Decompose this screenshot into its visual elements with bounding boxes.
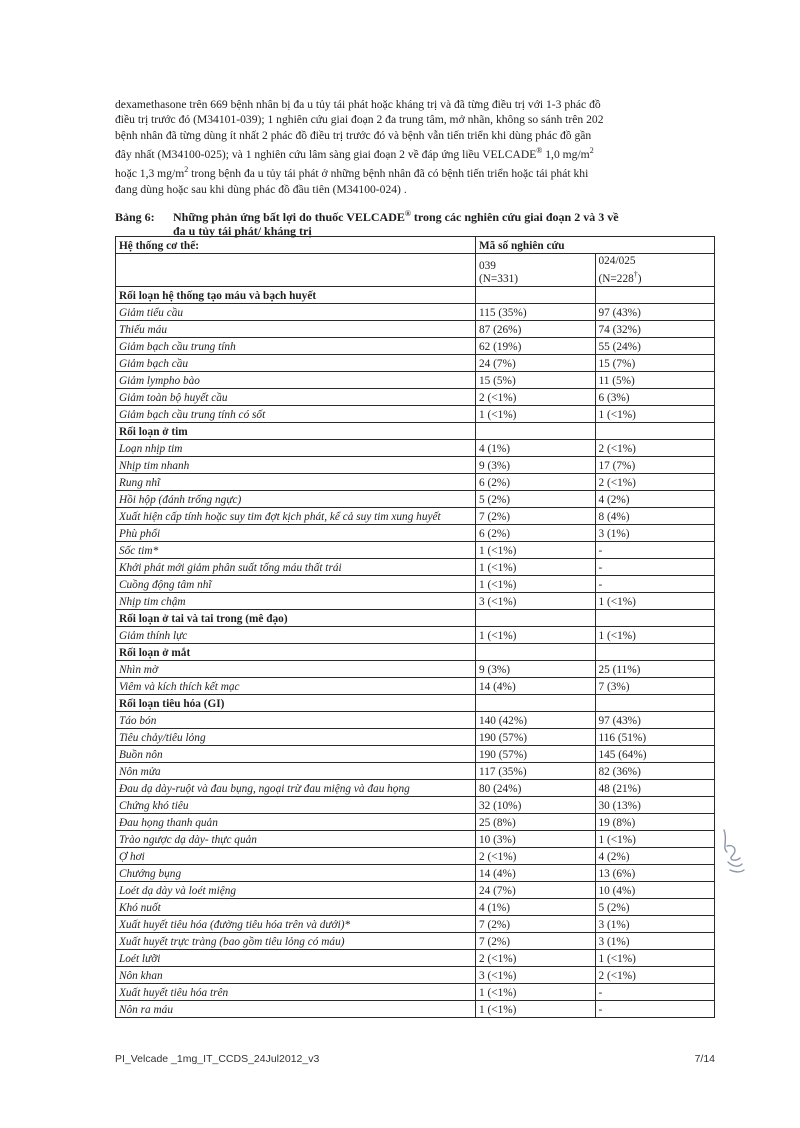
table-row <box>116 372 715 389</box>
study-039-value-cell: 2 (<1%) <box>476 389 596 406</box>
table-subheader-row <box>116 254 715 287</box>
study-024-025-value-cell: 97 (43%) <box>595 712 715 729</box>
study-024-025-value-cell: 8 (4%) <box>595 508 715 525</box>
reaction-name-cell: Ợ hơi <box>116 848 476 865</box>
table-row <box>116 780 715 797</box>
section-empty-cell <box>595 695 715 712</box>
study-024-025-value-cell: 74 (32%) <box>595 321 715 338</box>
study-039-value-cell: 1 (<1%) <box>476 627 596 644</box>
reaction-name-cell: Giảm tiểu cầu <box>116 304 476 321</box>
table-row <box>116 576 715 593</box>
study-039-value-cell: 24 (7%) <box>476 882 596 899</box>
study-039-value-cell: 140 (42%) <box>476 712 596 729</box>
table-row <box>116 678 715 695</box>
handwritten-initials <box>718 826 748 878</box>
table-row <box>116 525 715 542</box>
reaction-name-cell: Nôn ra máu <box>116 1001 476 1018</box>
study-024-025-value-cell: - <box>595 1001 715 1018</box>
study-024-025-value-cell: 30 (13%) <box>595 797 715 814</box>
study-024-025-value-cell: 7 (3%) <box>595 678 715 695</box>
subheader-study-024-025: 024/025 (N=228†) <box>595 254 715 287</box>
study-024-025-value-cell: 25 (11%) <box>595 661 715 678</box>
study-039-value-cell: 4 (1%) <box>476 899 596 916</box>
intro-line-2: điều trị trước đó (M34101-039); 1 nghiên cứu giai đoạn 2 đa trung tâm, mở nhãn, không so sánh trên 202 <box>115 113 604 127</box>
table-row <box>116 865 715 882</box>
reaction-name-cell: Giảm toàn bộ huyết cầu <box>116 389 476 406</box>
intro-line-6: đang dùng hoặc sau khi dùng phác đồ đầu tiên (M34100-024) . <box>115 182 407 196</box>
reaction-name-cell: Táo bón <box>116 712 476 729</box>
table-row <box>116 984 715 1001</box>
table-row <box>116 355 715 372</box>
table-row <box>116 474 715 491</box>
table-row <box>116 814 715 831</box>
subheader-study-039: 039 (N=331) <box>476 254 596 287</box>
study-024-025-value-cell: 4 (2%) <box>595 491 715 508</box>
reaction-name-cell: Tiêu chảy/tiêu lỏng <box>116 729 476 746</box>
table-row <box>116 389 715 406</box>
study-024-025-value-cell: 48 (21%) <box>595 780 715 797</box>
study-024-025-value-cell: 116 (51%) <box>595 729 715 746</box>
study-024-025-value-cell: 2 (<1%) <box>595 967 715 984</box>
page-footer <box>115 1053 715 1065</box>
table-row <box>116 542 715 559</box>
study-024-025-value-cell: 15 (7%) <box>595 355 715 372</box>
study-024-025-value-cell: 3 (1%) <box>595 525 715 542</box>
adverse-reactions-table <box>115 236 715 1018</box>
table-row <box>116 763 715 780</box>
table-row <box>116 593 715 610</box>
table-row <box>116 933 715 950</box>
section-title: Rối loạn ở mắt <box>116 644 476 661</box>
section-header-row <box>116 423 715 440</box>
study-024-025-value-cell: 13 (6%) <box>595 865 715 882</box>
study-039-value-cell: 1 (<1%) <box>476 542 596 559</box>
section-empty-cell <box>476 610 596 627</box>
study-024-025-value-cell: 97 (43%) <box>595 304 715 321</box>
study-024-025-value-cell: 55 (24%) <box>595 338 715 355</box>
reaction-name-cell: Đau họng thanh quản <box>116 814 476 831</box>
table-row <box>116 508 715 525</box>
table-row <box>116 457 715 474</box>
footer-doc-id: PI_Velcade _1mg_IT_CCDS_24Jul2012_v3 <box>115 1053 320 1065</box>
study-024-025-value-cell: - <box>595 984 715 1001</box>
study-039-value-cell: 62 (19%) <box>476 338 596 355</box>
study-024-025-value-cell: 3 (1%) <box>595 933 715 950</box>
reaction-name-cell: Xuất huyết tiêu hóa trên <box>116 984 476 1001</box>
reaction-name-cell: Giảm bạch cầu trung tính có sốt <box>116 406 476 423</box>
header-study-code: Mã số nghiên cứu <box>476 237 715 254</box>
reaction-name-cell: Trào ngược dạ dày- thực quản <box>116 831 476 848</box>
section-header-row <box>116 610 715 627</box>
section-empty-cell <box>595 610 715 627</box>
reaction-name-cell: Loạn nhịp tim <box>116 440 476 457</box>
reaction-name-cell: Xuất huyết tiêu hóa (đường tiêu hóa trên và dưới)* <box>116 916 476 933</box>
section-empty-cell <box>476 644 596 661</box>
study-039-value-cell: 1 (<1%) <box>476 406 596 423</box>
study-039-value-cell: 190 (57%) <box>476 729 596 746</box>
section-header-row <box>116 287 715 304</box>
caption-text: Những phản ứng bất lợi do thuốc VELCADE® trong các nghiên cứu giai đoạn 2 và 3 về <box>173 209 619 224</box>
study-039-value-cell: 7 (2%) <box>476 508 596 525</box>
table-row <box>116 950 715 967</box>
intro-line-4: đây nhất (M34100-025); và 1 nghiên cứu lâm sàng giai đoạn 2 về đáp ứng liều VELCADE® 1,0 $mg/m^2$ <box>115 146 594 162</box>
study-024-025-value-cell: - <box>595 559 715 576</box>
intro-line-1: dexamethasone trên 669 bệnh nhân bị đa u tủy tái phát hoặc kháng trị và đã từng điều trị với 1-3 phác đồ <box>115 98 601 111</box>
reaction-name-cell: Xuất huyết trực tràng (bao gồm tiêu lỏng có máu) <box>116 933 476 950</box>
table-header-row <box>116 237 715 254</box>
study-039-value-cell: 9 (3%) <box>476 661 596 678</box>
caption-line-2: đa u tủy tái phát/ kháng trị <box>173 224 312 238</box>
table-row <box>116 746 715 763</box>
section-title: Rối loạn tiêu hóa (GI) <box>116 695 476 712</box>
table-row <box>116 916 715 933</box>
table-row <box>116 661 715 678</box>
study-039-value-cell: 1 (<1%) <box>476 1001 596 1018</box>
reaction-name-cell: Nhìn mờ <box>116 661 476 678</box>
intro-paragraph <box>115 97 715 197</box>
study-024-025-value-cell: - <box>595 542 715 559</box>
study-039-value-cell: 10 (3%) <box>476 831 596 848</box>
study-039-value-cell: 6 (2%) <box>476 525 596 542</box>
reaction-name-cell: Chứng khó tiêu <box>116 797 476 814</box>
study-039-value-cell: 2 (<1%) <box>476 848 596 865</box>
study-024-025-value-cell: - <box>595 576 715 593</box>
study-039-value-cell: 6 (2%) <box>476 474 596 491</box>
reaction-name-cell: Nhịp tim nhanh <box>116 457 476 474</box>
reaction-name-cell: Phù phổi <box>116 525 476 542</box>
study-024-025-value-cell: 5 (2%) <box>595 899 715 916</box>
study-039-value-cell: 87 (26%) <box>476 321 596 338</box>
reaction-name-cell: Sốc tim* <box>116 542 476 559</box>
reaction-name-cell: Giảm bạch cầu trung tính <box>116 338 476 355</box>
study-024-025-value-cell: 82 (36%) <box>595 763 715 780</box>
reaction-name-cell: Xuất hiện cấp tính hoặc suy tim đợt kịch phát, kể cả suy tim xung huyết <box>116 508 476 525</box>
study-039-value-cell: 14 (4%) <box>476 865 596 882</box>
study-039-value-cell: 15 (5%) <box>476 372 596 389</box>
study-024-025-value-cell: 2 (<1%) <box>595 474 715 491</box>
section-empty-cell <box>595 287 715 304</box>
study-039-value-cell: 32 (10%) <box>476 797 596 814</box>
table-row <box>116 967 715 984</box>
section-empty-cell <box>595 644 715 661</box>
table-row <box>116 440 715 457</box>
footer-page-number: 7/14 <box>694 1053 715 1065</box>
section-title: Rối loạn hệ thống tạo máu và bạch huyết <box>116 287 476 304</box>
study-039-value-cell: 3 (<1%) <box>476 593 596 610</box>
reaction-name-cell: Nôn khan <box>116 967 476 984</box>
study-039-value-cell: 117 (35%) <box>476 763 596 780</box>
table-row <box>116 338 715 355</box>
table-row <box>116 882 715 899</box>
reaction-name-cell: Nôn mửa <box>116 763 476 780</box>
section-empty-cell <box>476 287 596 304</box>
table-row <box>116 797 715 814</box>
study-039-value-cell: 1 (<1%) <box>476 576 596 593</box>
table-row <box>116 304 715 321</box>
study-039-value-cell: 24 (7%) <box>476 355 596 372</box>
intro-line-5: hoặc 1,3 $mg/m^2$ trong bệnh đa u tủy tái phát ở những bệnh nhân đã có bệnh tiến triển hoặc tái phát khi <box>115 165 589 181</box>
reaction-name-cell: Cuồng động tâm nhĩ <box>116 576 476 593</box>
study-039-value-cell: 4 (1%) <box>476 440 596 457</box>
study-024-025-value-cell: 11 (5%) <box>595 372 715 389</box>
study-024-025-value-cell: 145 (64%) <box>595 746 715 763</box>
section-empty-cell <box>476 423 596 440</box>
section-empty-cell <box>476 695 596 712</box>
study-024-025-value-cell: 1 (<1%) <box>595 627 715 644</box>
table-caption <box>115 207 715 238</box>
study-024-025-value-cell: 3 (1%) <box>595 916 715 933</box>
study-039-value-cell: 7 (2%) <box>476 916 596 933</box>
table-row <box>116 831 715 848</box>
reaction-name-cell: Hồi hộp (đánh trống ngực) <box>116 491 476 508</box>
study-039-value-cell: 190 (57%) <box>476 746 596 763</box>
study-039-value-cell: 25 (8%) <box>476 814 596 831</box>
table-row <box>116 627 715 644</box>
study-039-value-cell: 80 (24%) <box>476 780 596 797</box>
section-header-row <box>116 644 715 661</box>
table-row <box>116 712 715 729</box>
table-row <box>116 1001 715 1018</box>
study-024-025-value-cell: 1 (<1%) <box>595 593 715 610</box>
table-row <box>116 559 715 576</box>
study-039-value-cell: 2 (<1%) <box>476 950 596 967</box>
reaction-name-cell: Loét lưỡi <box>116 950 476 967</box>
table-row <box>116 729 715 746</box>
reaction-name-cell: Khó nuốt <box>116 899 476 916</box>
subheader-empty <box>116 254 476 287</box>
section-empty-cell <box>595 423 715 440</box>
caption-label: Bảng 6: <box>115 210 155 224</box>
study-039-value-cell: 5 (2%) <box>476 491 596 508</box>
reaction-name-cell: Khởi phát mới giảm phân suất tống máu thất trái <box>116 559 476 576</box>
section-title: Rối loạn ở tim <box>116 423 476 440</box>
study-039-value-cell: 115 (35%) <box>476 304 596 321</box>
table-row <box>116 321 715 338</box>
reaction-name-cell: Loét dạ dày và loét miệng <box>116 882 476 899</box>
study-024-025-value-cell: 10 (4%) <box>595 882 715 899</box>
study-039-value-cell: 9 (3%) <box>476 457 596 474</box>
study-039-value-cell: 7 (2%) <box>476 933 596 950</box>
section-title: Rối loạn ở tai và tai trong (mê đạo) <box>116 610 476 627</box>
study-039-value-cell: 3 (<1%) <box>476 967 596 984</box>
intro-line-3: bệnh nhân đã từng dùng ít nhất 2 phác đồ điều trị trước đó và bệnh vẫn tiến triển khi dùng phác đồ gần <box>115 128 592 142</box>
reaction-name-cell: Thiếu máu <box>116 321 476 338</box>
study-024-025-value-cell: 2 (<1%) <box>595 440 715 457</box>
study-039-value-cell: 14 (4%) <box>476 678 596 695</box>
study-024-025-value-cell: 19 (8%) <box>595 814 715 831</box>
study-024-025-value-cell: 1 (<1%) <box>595 406 715 423</box>
reaction-name-cell: Viêm và kích thích kết mạc <box>116 678 476 695</box>
study-024-025-value-cell: 17 (7%) <box>595 457 715 474</box>
study-024-025-value-cell: 1 (<1%) <box>595 831 715 848</box>
table-row <box>116 406 715 423</box>
reaction-name-cell: Chướng bụng <box>116 865 476 882</box>
table-row <box>116 899 715 916</box>
reaction-name-cell: Giảm bạch cầu <box>116 355 476 372</box>
study-024-025-value-cell: 6 (3%) <box>595 389 715 406</box>
study-039-value-cell: 1 (<1%) <box>476 984 596 1001</box>
table-row <box>116 848 715 865</box>
reaction-name-cell: Buồn nôn <box>116 746 476 763</box>
reaction-name-cell: Đau dạ dày-ruột và đau bụng, ngoại trừ đau miệng và đau họng <box>116 780 476 797</box>
table-row <box>116 491 715 508</box>
reaction-name-cell: Giảm lympho bào <box>116 372 476 389</box>
section-header-row <box>116 695 715 712</box>
study-039-value-cell: 1 (<1%) <box>476 559 596 576</box>
study-024-025-value-cell: 4 (2%) <box>595 848 715 865</box>
header-body-system: Hệ thống cơ thể: <box>116 237 476 254</box>
study-024-025-value-cell: 1 (<1%) <box>595 950 715 967</box>
reaction-name-cell: Rung nhĩ <box>116 474 476 491</box>
reaction-name-cell: Giảm thính lực <box>116 627 476 644</box>
reaction-name-cell: Nhịp tim chậm <box>116 593 476 610</box>
